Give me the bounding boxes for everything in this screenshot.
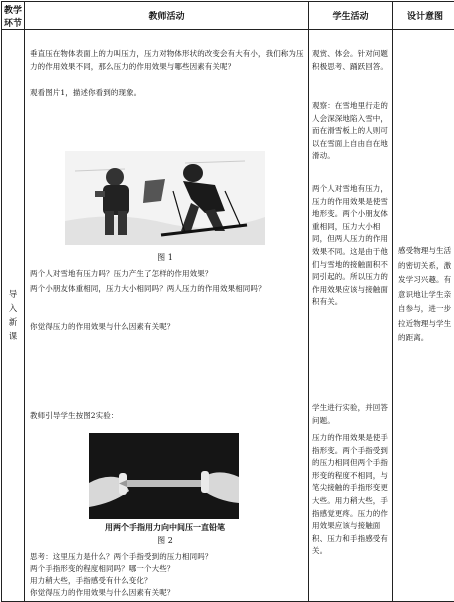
teacher-guide: 教师引导学生按图2实验： [30,410,304,423]
teacher-t3: 用力稍大些，手指感受有什么变化？ [30,575,304,588]
student-s2: 观察：在雪地里行走的人会深深地陷入雪中，而在滑雪板上的人则可以在雪面上自由自在地滑动。 [312,100,389,163]
student-cell [309,30,393,602]
lesson-table [1,1,454,602]
teacher-t1: 思考：这里压力是什么？两个手指受到的压力相同吗？ [30,551,304,564]
student-s1: 观赏、体会。针对问题积极思考、踊跃回答。 [312,48,389,73]
teacher-observe: 观看图片1，描述你看到的现象。 [30,87,304,100]
student-s3: 两个人对雪地有压力，压力的作用效果是使雪地形变。两个小朋友体重相同，压力大小相同，但两人压力的作用效果不同。这是由于他们与雪地的接触面积不同引起的。所以压力的作用效果应该与接触面积有关。 [312,183,389,309]
header-design: 设计意图 [393,2,454,30]
student-s4: 学生进行实验，并回答问题。 [312,402,389,427]
stage-cell [2,30,25,602]
header-student: 学生活动 [309,2,393,30]
teacher-intro: 垂直压在物体表面上的力叫压力，压力对物体形状的改变会有大有小，我们称为压力的作用效果不同，那么压力的作用效果与哪些因素有关呢？ [30,48,304,73]
figure-1-caption: 图 1 [65,252,265,263]
header-teacher: 教师活动 [25,2,309,30]
teacher-q1: 两个人对雪地有压力吗？压力产生了怎样的作用效果？ [30,268,304,281]
stage-label: 导入新课 [7,288,19,344]
figure-2-caption: 图 2 [65,535,265,546]
figure-2-image [89,433,239,519]
teacher-q2: 两个小朋友体重相同，压力大小相同吗？两人压力的作用效果相同吗？ [30,283,304,296]
teacher-cell [25,30,309,602]
figure-1-image [65,151,265,245]
teacher-t4: 你觉得压力的作用效果与什么因素有关呢？ [30,587,304,600]
content-row [2,30,454,602]
header-stage: 教学环节 [2,2,25,30]
design-cell [393,30,454,602]
teacher-q3: 你觉得压力的作用效果与什么因素有关呢？ [30,321,304,334]
design-intent: 感受物理与生活的密切关系，激发学习兴趣。有意识地让学生亲自参与，进一步拉近物理与学生的距离。 [398,244,454,346]
student-s5: 压力的作用效果是使手指形变。两个手指受到的压力相同但两个手指形变的程度不相同，与笔尖接触的手指形变更大些。用力稍大些，手指感觉更疼。压力的作用效果应该与接触面积、压力和手指感受有关。 [312,432,389,558]
teacher-t2: 两个手指形变的程度相同吗？哪一个大些？ [30,563,304,576]
header-row [2,2,454,30]
figure-2-title: 用两个手指用力向中间压一直铅笔 [55,522,275,533]
